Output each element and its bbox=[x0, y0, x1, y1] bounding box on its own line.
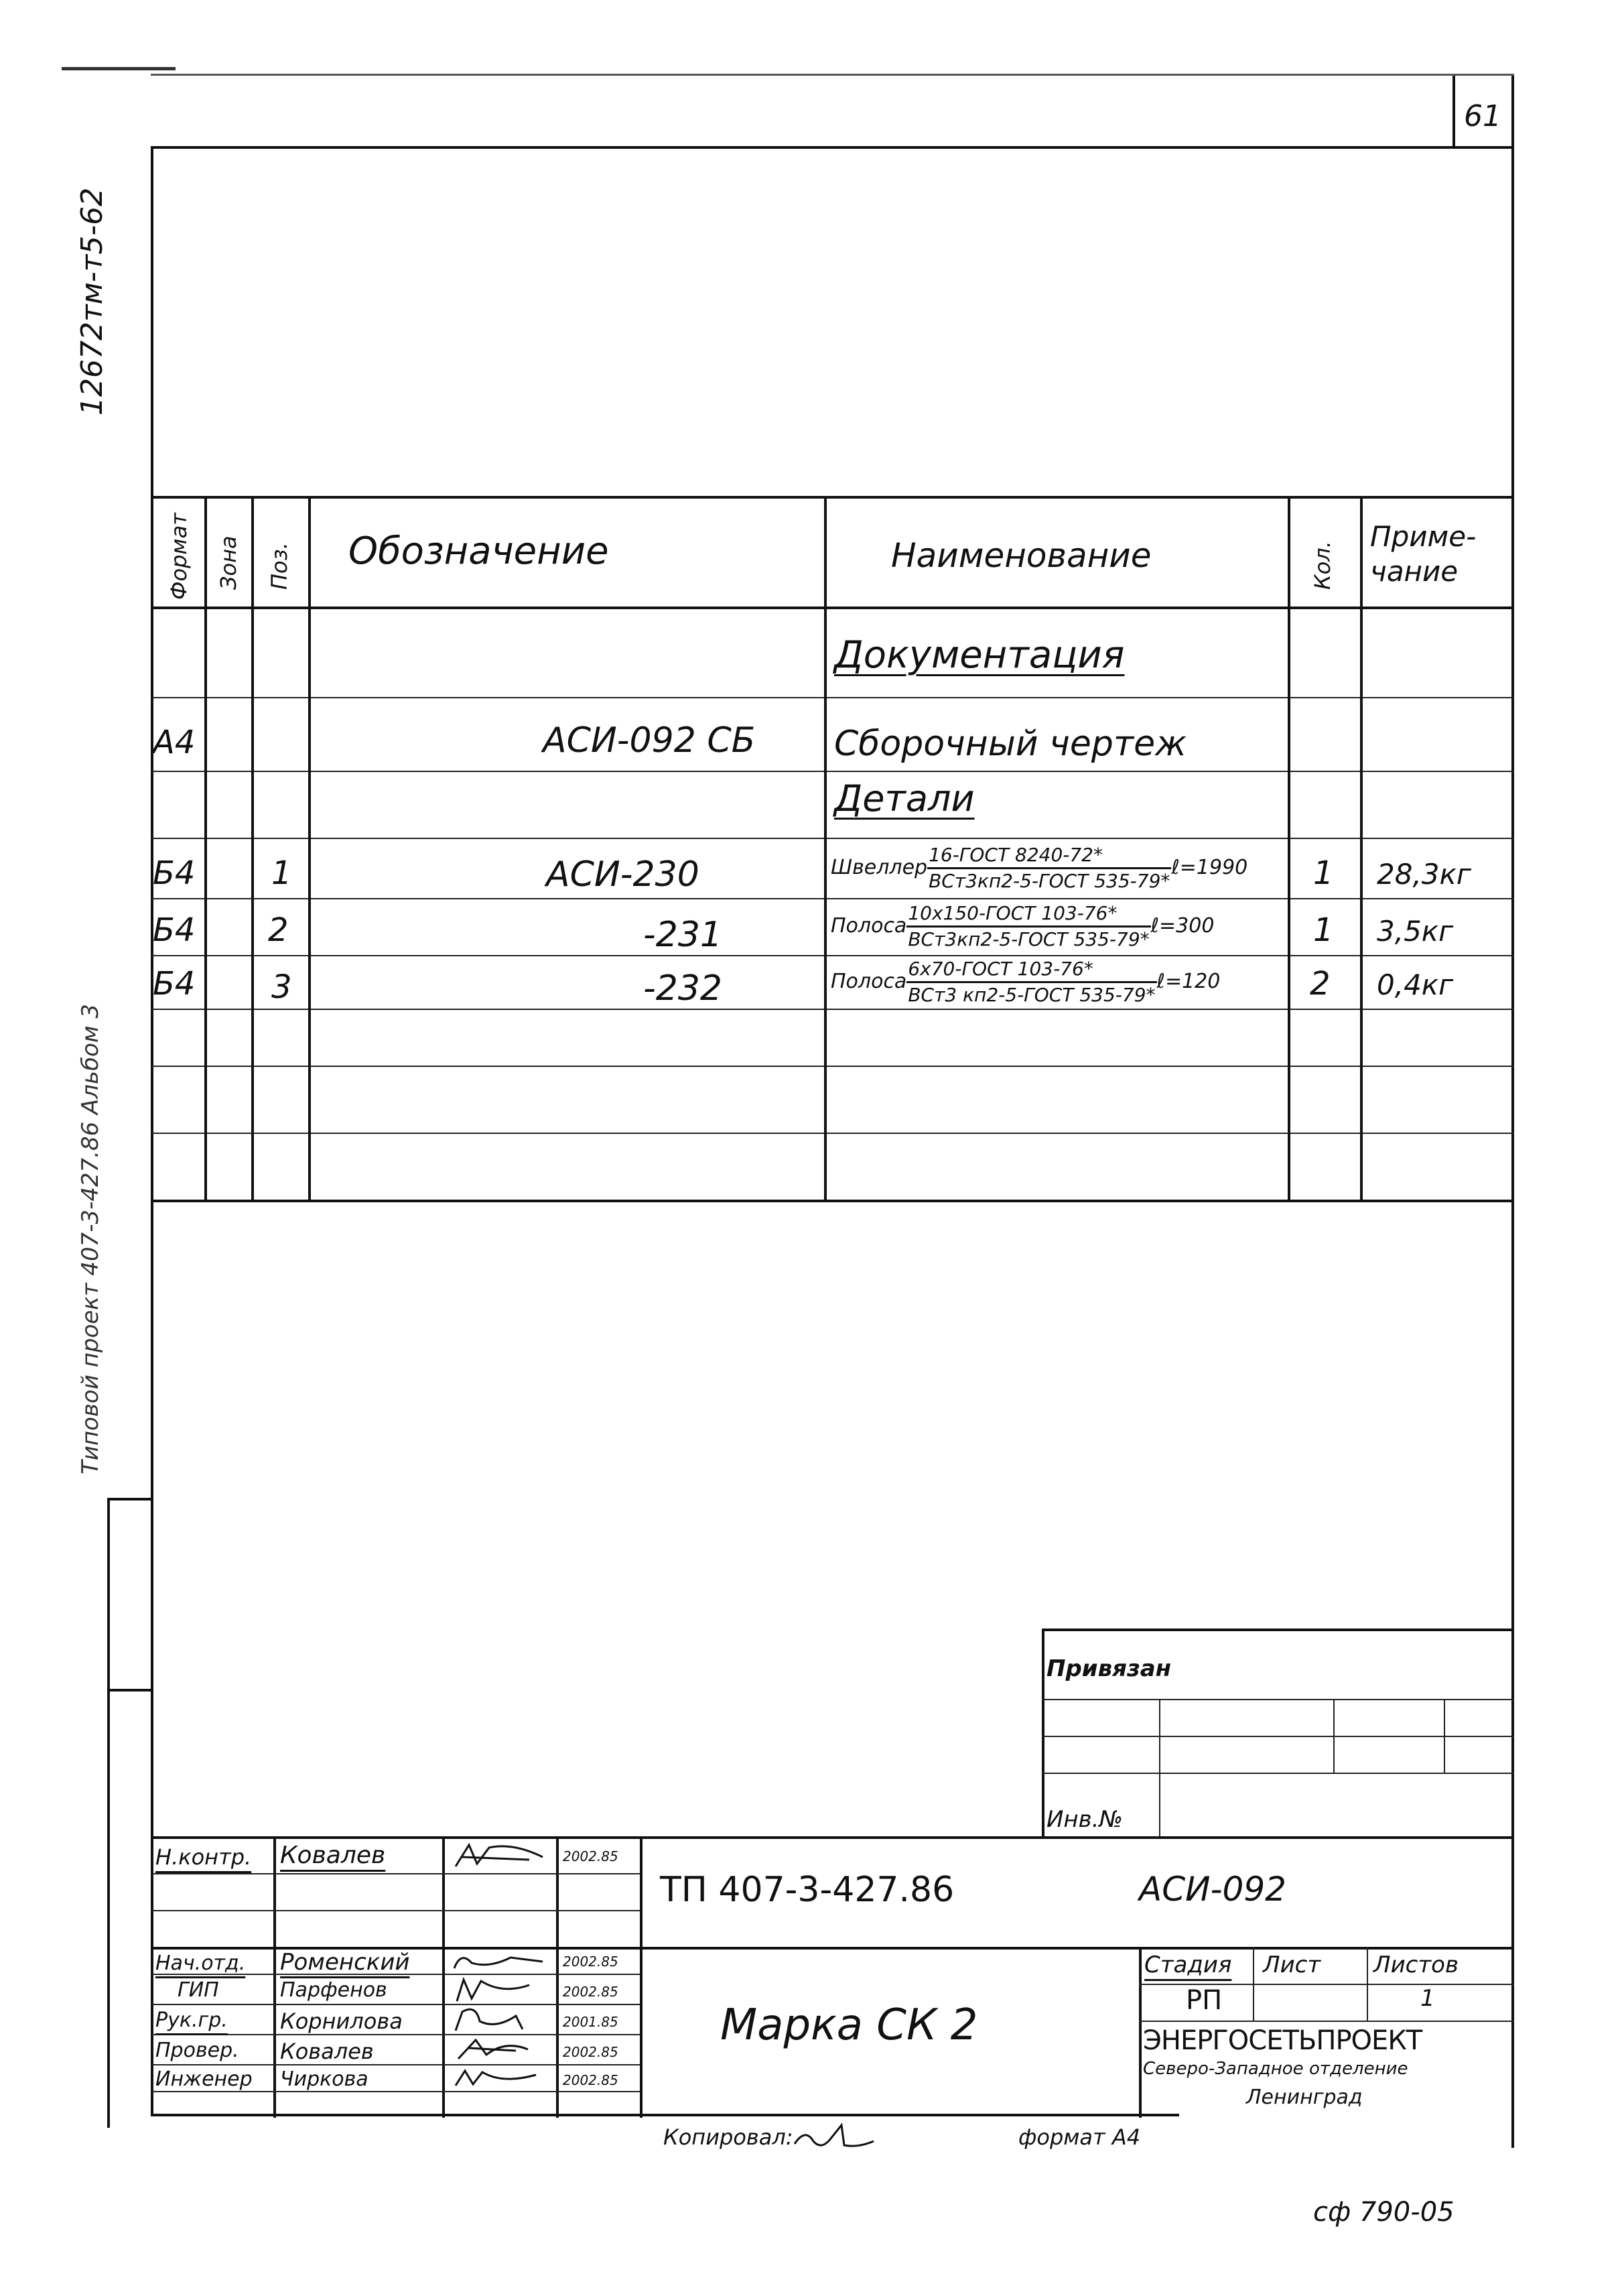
doc-row-designation: АСИ-092 СБ bbox=[543, 720, 756, 761]
privyazan-line bbox=[1042, 1773, 1514, 1774]
row1-fraction bbox=[927, 843, 1171, 893]
row2-frac-bottom: ВСт3кп2-5-ГОСТ 535-79* bbox=[908, 928, 1150, 950]
row2-frac-top: 10х150-ГОСТ 103-76* bbox=[906, 901, 1150, 928]
sheet-number-box-left bbox=[1452, 74, 1455, 146]
person-date: 2001.85 bbox=[563, 2014, 618, 2030]
person-name: Роменский bbox=[280, 1949, 410, 1976]
row2-length: ℓ=300 bbox=[1150, 914, 1215, 938]
row1-note: 28,3кг bbox=[1377, 858, 1471, 891]
col-line-zone bbox=[251, 496, 254, 1200]
row3-frac-bottom: ВСт3 кп2-5-ГОСТ 535-79* bbox=[908, 984, 1156, 1006]
doc-row-name: Сборочный чертеж bbox=[834, 724, 1187, 764]
table-row-line bbox=[151, 1133, 1514, 1134]
person-role: Инженер bbox=[155, 2067, 253, 2091]
table-bottom bbox=[151, 1200, 1514, 1202]
row2-designation: -231 bbox=[643, 915, 723, 955]
org-name: ЭНЕРГОСЕТЬПРОЕКТ bbox=[1143, 2025, 1422, 2056]
inv-label: Инв.№ bbox=[1046, 1806, 1123, 1833]
row3-fraction bbox=[906, 957, 1156, 1007]
row1-length: ℓ=1990 bbox=[1171, 856, 1248, 879]
section-documentation: Документация bbox=[834, 633, 1125, 677]
doc-code: АСИ-092 bbox=[1139, 1870, 1286, 1909]
table-header-top bbox=[151, 496, 1514, 499]
row2-name-prefix: Полоса bbox=[831, 914, 907, 938]
col-line-pos bbox=[308, 496, 311, 1200]
col-line-qty bbox=[1360, 496, 1363, 1200]
col-line-format bbox=[204, 496, 207, 1200]
copied-signature bbox=[791, 2121, 878, 2155]
tb-row-line bbox=[151, 2064, 640, 2065]
person-role: Провер. bbox=[155, 2039, 239, 2062]
row3-pos: 3 bbox=[271, 968, 292, 1006]
sheet-label: Лист bbox=[1263, 1952, 1321, 1978]
sheet-number: 61 bbox=[1464, 99, 1501, 133]
header-zone: Зона bbox=[216, 535, 241, 590]
row2-qty: 1 bbox=[1313, 911, 1334, 949]
header-name: Наименование bbox=[891, 536, 1152, 575]
stage-grid-line bbox=[1139, 2021, 1514, 2022]
row3-name bbox=[831, 957, 1220, 1007]
sheet-number-box-top bbox=[151, 74, 1514, 76]
org-branch: Северо-Западное отделение bbox=[1143, 2059, 1408, 2079]
row1-format: Б4 bbox=[153, 854, 196, 892]
privyazan-col bbox=[1333, 1699, 1335, 1773]
sheets-value: 1 bbox=[1420, 1985, 1435, 2012]
person-role: Нач.отд. bbox=[155, 1952, 246, 1975]
col-line-designation bbox=[824, 496, 827, 1200]
row3-format: Б4 bbox=[153, 965, 196, 1003]
project-code: ТП 407-3-427.86 bbox=[660, 1870, 955, 1910]
privyazan-label: Привязан bbox=[1046, 1655, 1172, 1682]
binding-strip-line bbox=[107, 1498, 110, 2128]
row3-name-prefix: Полоса bbox=[831, 970, 907, 993]
header-designation: Обозначение bbox=[348, 529, 609, 573]
section-details: Детали bbox=[834, 777, 975, 820]
table-row-line bbox=[151, 1066, 1514, 1067]
row1-pos: 1 bbox=[271, 854, 292, 892]
signature bbox=[449, 2005, 549, 2033]
header-note: Приме- чание bbox=[1370, 520, 1477, 588]
format-label: формат А4 bbox=[1018, 2124, 1141, 2150]
table-header-bottom bbox=[151, 607, 1514, 609]
tb-col-role bbox=[273, 1836, 276, 2118]
person-date: 2002.85 bbox=[563, 2044, 618, 2060]
tb-col-name bbox=[442, 1836, 445, 2118]
person-name: Корнилова bbox=[280, 2008, 403, 2034]
person-name: Чиркова bbox=[280, 2067, 368, 2091]
copied-label: Копировал: bbox=[663, 2124, 793, 2150]
table-row-line bbox=[151, 697, 1514, 698]
footer-code: сф 790-05 bbox=[1313, 2197, 1455, 2228]
person-date: 2002.85 bbox=[563, 1954, 618, 1970]
header-pos: Поз. bbox=[267, 542, 292, 590]
row1-name-prefix: Швеллер bbox=[831, 856, 928, 879]
tb-row-line bbox=[151, 1910, 640, 1911]
side-code: 12672тм-т5-62 bbox=[75, 187, 109, 416]
tb-row-line bbox=[151, 1873, 640, 1874]
table-row-line bbox=[151, 771, 1514, 772]
signature bbox=[449, 1840, 549, 1873]
tb-col-sign bbox=[556, 1836, 559, 2118]
signature bbox=[449, 1947, 549, 1975]
frame-top bbox=[151, 146, 1514, 149]
titleblock-mid bbox=[640, 1947, 1514, 1950]
row2-format: Б4 bbox=[153, 911, 196, 949]
person-name: Ковалев bbox=[280, 2039, 374, 2064]
org-city: Ленинград bbox=[1246, 2086, 1363, 2109]
person-name: Парфенов bbox=[280, 1978, 387, 2002]
titleblock-top bbox=[151, 1836, 1514, 1839]
binding-strip-top bbox=[107, 1498, 151, 1501]
table-row-line bbox=[151, 1009, 1514, 1010]
tb-row-line bbox=[151, 2034, 640, 2035]
col-line-name bbox=[1288, 496, 1290, 1200]
header-format: Формат bbox=[166, 513, 192, 600]
privyazan-col bbox=[1159, 1699, 1160, 1836]
stage-value: РП bbox=[1186, 1985, 1223, 2016]
row2-name bbox=[831, 901, 1214, 952]
frame-bottom bbox=[151, 2114, 1179, 2116]
doc-row-format: А4 bbox=[153, 724, 196, 761]
table-row-line bbox=[151, 838, 1514, 839]
scan-artifact bbox=[62, 67, 176, 70]
row3-frac-top: 6х70-ГОСТ 103-76* bbox=[906, 957, 1156, 983]
frame-left bbox=[151, 146, 153, 2116]
person-date: 2002.85 bbox=[563, 2072, 618, 2088]
person-date: 2002.85 bbox=[563, 1984, 618, 2000]
row3-designation: -232 bbox=[643, 968, 723, 1009]
person-name: Ковалев bbox=[280, 1842, 386, 1869]
person-role: ГИП bbox=[178, 1978, 219, 2002]
person-role: Н.контр. bbox=[155, 1844, 252, 1870]
person-date: 2002.85 bbox=[563, 1848, 618, 1864]
signature bbox=[449, 1976, 549, 2004]
row3-qty: 2 bbox=[1310, 965, 1331, 1003]
row1-frac-top: 16-ГОСТ 8240-72* bbox=[927, 843, 1171, 869]
row1-frac-bottom: ВСт3кп2-5-ГОСТ 535-79* bbox=[929, 870, 1170, 892]
header-qty: Кол. bbox=[1310, 541, 1335, 590]
stage-grid-left bbox=[1139, 1947, 1142, 2118]
row2-pos: 2 bbox=[268, 911, 289, 949]
sheets-label: Листов bbox=[1373, 1952, 1459, 1978]
table-row-line bbox=[151, 955, 1514, 956]
signature bbox=[449, 2064, 549, 2091]
drawing-title: Марка СК 2 bbox=[720, 2000, 978, 2050]
person-role: Рук.гр. bbox=[155, 2008, 228, 2032]
privyazan-left bbox=[1042, 1629, 1044, 1836]
row2-fraction bbox=[906, 901, 1150, 952]
binding-strip-mid bbox=[107, 1689, 151, 1692]
side-note: Типовой проект 407-3-427.86 Альбом 3 bbox=[77, 1003, 104, 1474]
privyazan-top bbox=[1042, 1629, 1514, 1631]
table-row-line bbox=[151, 898, 1514, 899]
tb-row-line bbox=[151, 2091, 640, 2092]
row1-name bbox=[831, 843, 1247, 893]
row3-length: ℓ=120 bbox=[1156, 970, 1221, 993]
row1-designation: АСИ-230 bbox=[546, 854, 699, 895]
tb-row-line bbox=[151, 2004, 640, 2005]
signature bbox=[449, 2035, 549, 2063]
privyazan-col bbox=[1444, 1699, 1445, 1773]
tb-col-date bbox=[640, 1836, 643, 2118]
stage-label: Стадия bbox=[1144, 1952, 1232, 1978]
row1-qty: 1 bbox=[1313, 854, 1334, 892]
row2-note: 3,5кг bbox=[1377, 915, 1454, 948]
row3-note: 0,4кг bbox=[1377, 968, 1454, 1001]
